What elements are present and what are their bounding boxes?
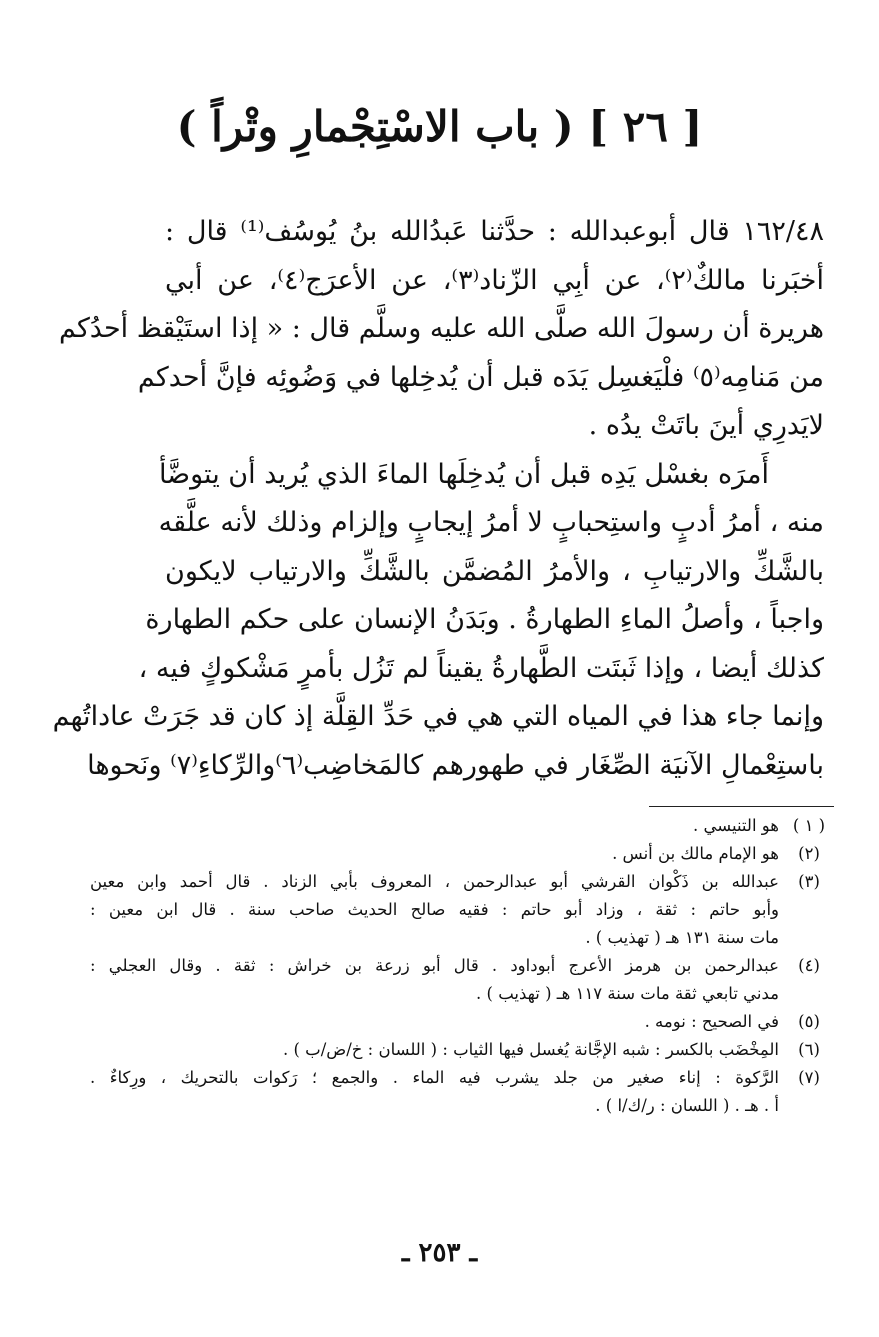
footnote-line: أ . هـ . ( اللسان : ر/ك/ا ) . xyxy=(595,1096,779,1115)
chapter-title: [ ٢٦ ] ( باب الاسْتِجْمارِ وتْراً ) xyxy=(176,102,703,151)
text-line: ١٦٢/٤٨ قال أبوعبدالله : حدَّثنا عَبدُالله بنُ يُوسُف⁽¹⁾ قال : xyxy=(165,216,824,247)
footnote-line: المِخْضَب بالكسر : شبه الإجَّانة يُغسل فيها الثياب : ( اللسان : خ/ض/ب ) . xyxy=(282,1040,779,1059)
footnote-line: مات سنة ١٣١ هـ ( تهذيب ) . xyxy=(585,928,779,947)
footnote-line: هو الإمام مالك بن أنس . xyxy=(612,844,779,863)
footnote-number: (٣) xyxy=(798,872,820,891)
footnote-number: (٢) xyxy=(798,844,820,863)
footnote xyxy=(90,868,839,952)
footnote-separator xyxy=(649,806,834,807)
main-text xyxy=(52,208,824,790)
footnote-number: ( ١ ) xyxy=(792,816,826,835)
footnote-number: (٤) xyxy=(798,956,820,975)
footnote-number: (٦) xyxy=(798,1040,820,1059)
footnote-line: في الصحيح : نومه . xyxy=(644,1012,779,1031)
footnotes xyxy=(90,812,839,1120)
text-line: من مَنامِه⁽٥⁾ فلْيَغسِل يَدَه قبل أن يُدخِلها في وَضُوئِه فإنَّ أحدكم xyxy=(137,361,824,393)
text-line: أَمرَه بغسْل يَدِه قبل أن يُدخِلَها الماءَ الذي يُريد أن يتوضَّأ xyxy=(158,458,769,490)
text-line: كذلك أيضا ، وإذا ثَبتَت الطَّهارةُ يقيناً لم تَزُل بأمرٍ مَشْكوكٍ فيه ، xyxy=(138,652,824,684)
page-number: ـ ٢٥٣ ـ xyxy=(401,1238,478,1268)
footnote-number: (٥) xyxy=(798,1012,820,1031)
footnote xyxy=(90,1064,839,1120)
footnote xyxy=(90,952,839,1008)
footnote xyxy=(90,840,839,868)
footnote xyxy=(90,1036,839,1064)
text-line: وإنما جاء هذا في المياه التي هي في حَدِّ القِلَّة إذ كان قد جَرَتْ عاداتُهم xyxy=(52,701,824,732)
footnote xyxy=(90,812,839,840)
text-line: منه ، أمرُ أدبٍ واستِحبابٍ لا أمرُ إيجابٍ وإلزام وذلك لأنه علَّقه xyxy=(158,507,824,538)
footnote-line: عبدالرحمن بن هرمز الأعرج أبوداود . قال أبو زرعة بن خراش : ثقة . وقال العجلي : xyxy=(90,956,779,975)
text-line: واجباً ، وأصلُ الماءِ الطهارةُ . وبَدَنُ الإنسان على حكم الطهارة xyxy=(145,604,824,635)
footnote-number: (٧) xyxy=(798,1068,820,1087)
footnote-line: عبدالله بن ذَكْوان القرشي أبو عبدالرحمن ، المعروف بأبي الزناد . قال أحمد وابن معين xyxy=(90,872,779,891)
footnote-line: وأبو حاتم : ثقة ، وزاد أبو حاتم : فقيه صالح الحديث صاحب سنة . قال ابن معين : xyxy=(90,900,779,919)
footnote xyxy=(90,1008,839,1036)
footnote-line: الرَّكوة : إناء صغير من جلد يشرب فيه الماء . والجمع ؛ رَكوات بالتحريك ، ورِكاءٌ . xyxy=(90,1068,779,1087)
text-line: بالشَّكِّ والارتيابِ ، والأمرُ المُضمَّن بالشَّكِّ والارتياب لايكون xyxy=(165,555,824,587)
footnote-line: هو التنيسي . xyxy=(693,816,779,835)
text-line: هريرة أن رسولَ الله صلَّى الله عليه وسلَّم قال : « إذا استَيْقظ أحدُكم xyxy=(58,313,824,344)
text-line: أخبَرنا مالكٌ⁽٢⁾، عن أبِي الزّناد⁽٣⁾، عن الأعرَج⁽٤⁾، عن أبي xyxy=(165,264,824,296)
footnote-line: مدني تابعي ثقة مات سنة ١١٧ هـ ( تهذيب ) . xyxy=(476,984,779,1003)
text-line: لايَدرِي أينَ باتَتْ يدُه . xyxy=(588,410,824,441)
text-line: باستِعْمالِ الآنيَة الصِّغَار في طهورهم كالمَخاضِب⁽٦⁾والرِّكاءِ⁽٧⁾ ونَحوها xyxy=(87,749,824,781)
